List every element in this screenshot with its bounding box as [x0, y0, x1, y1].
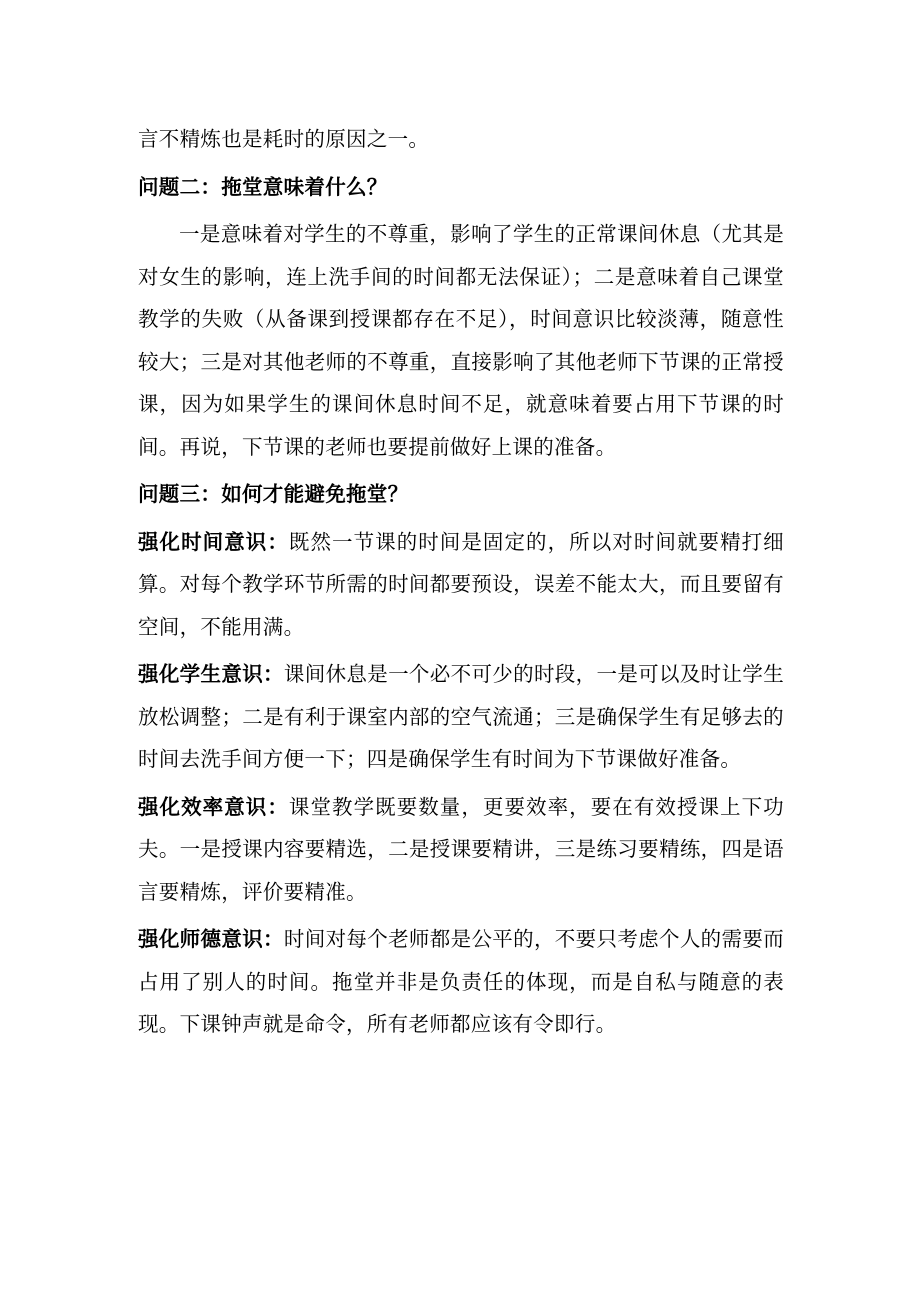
- item-ethics-awareness: [138, 918, 784, 1046]
- document-body: [138, 118, 784, 1046]
- item-lead: 强化效率意识：: [138, 794, 289, 819]
- item-text: 课间休息是一个必不可少的时段，一是可以及时让学生放松调整；二是有利于课室内部的空气流通；三是确保学生有足够去的时间去洗手间方便一下；四是确保学生有时间为下节课做好准备。: [138, 662, 784, 771]
- intro-tail-paragraph: 言不精炼也是耗时的原因之一。: [138, 127, 430, 151]
- item-lead: 强化时间意识：: [138, 529, 289, 554]
- item-student-awareness: [138, 653, 784, 781]
- item-efficiency-awareness: [138, 786, 784, 914]
- item-lead: 强化学生意识：: [138, 662, 284, 686]
- question3-heading: 问题三：如何才能避免拖堂？: [138, 482, 409, 506]
- item-text: 课堂教学既要数量，更要效率，要在有效授课上下功夫。一是授课内容要精选，二是授课要精讲，三是练习要精练，四是语言要精炼，评价要精准。: [138, 794, 784, 904]
- item-lead: 强化师德意识：: [138, 927, 284, 951]
- item-time-awareness: [138, 521, 784, 649]
- question2-heading: 问题二：拖堂意味着什么？: [138, 174, 388, 199]
- item-text: 既然一节课的时间是固定的，所以对时间就要精打细算。对每个教学环节所需的时间都要预设，误差不能太大，而且要留有空间，不能用满。: [138, 529, 784, 639]
- item-text: 时间对每个老师都是公平的，不要只考虑个人的需要而占用了别人的时间。拖堂并非是负责任的体现，而是自私与随意的表现。下课钟声就是命令，所有老师都应该有令即行。: [138, 927, 784, 1036]
- question2-body: 一是意味着对学生的不尊重，影响了学生的正常课间休息（尤其是对女生的影响，连上洗手间的时间都无法保证）；二是意味着自己课堂教学的失败（从备课到授课都存在不足），时间意识比较淡薄，随意性较大；三是对其他老师的不尊重，直接影响了其他老师下节课的正常授课，因为如果学生的课间休息时间不足，就意味着要占用下节课的时间。再说，下节课的老师也要提前做好上课的准备。: [138, 222, 784, 459]
